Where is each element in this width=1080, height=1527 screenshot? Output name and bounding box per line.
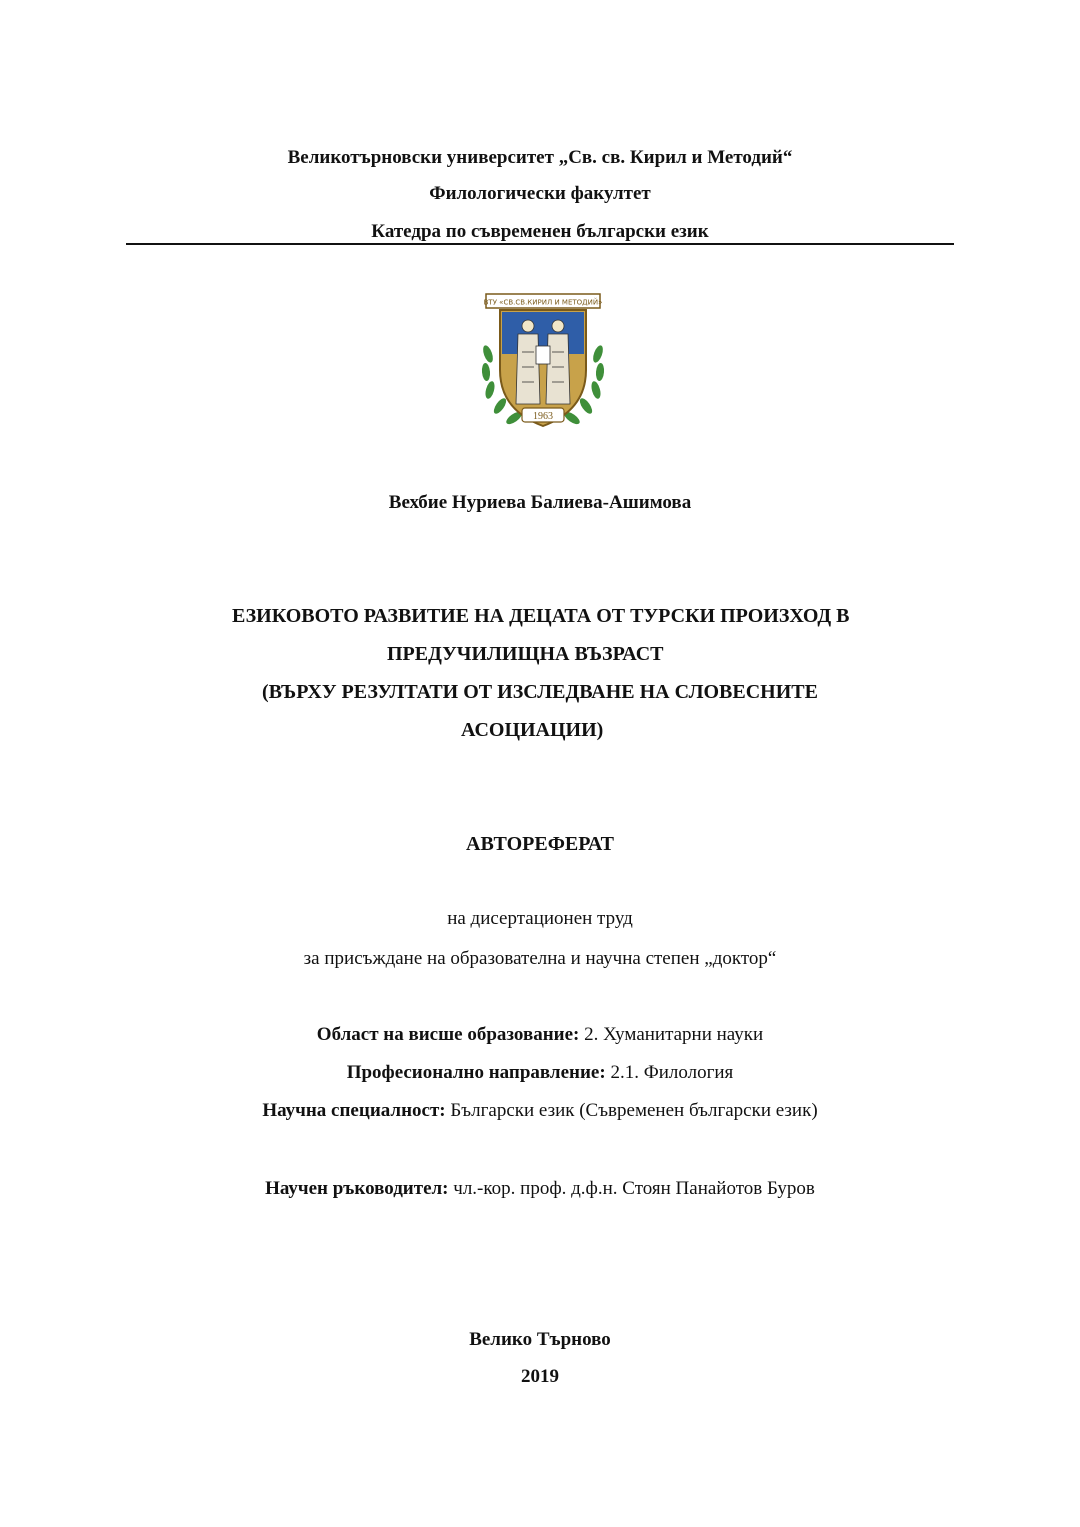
field-direction-value: 2.1. Филология (605, 1062, 734, 1083)
thesis-title-line-1: ЕЗИКОВОТО РАЗВИТИЕ НА ДЕЦАТА ОТ ТУРСКИ ПРОИЗХОД В (232, 605, 850, 627)
author-name: Вехбие Нуриева Балиева-Ашимова (388, 492, 692, 513)
year: 2019 (521, 1366, 559, 1387)
field-specialty-value: Български език (Съвременен български език) (445, 1100, 818, 1121)
university-name: Великотърновски университет „Св. св. Кирил и Методий“ (287, 147, 793, 168)
field-area-value: 2. Хуманитарни науки (579, 1024, 764, 1045)
thesis-title-line-4: АСОЦИАЦИИ) (461, 719, 604, 741)
purpose-line-1: на дисертационен труд (447, 908, 633, 929)
thesis-title-line-2: ПРЕДУЧИЛИЩНА ВЪЗРАСТ (387, 643, 664, 665)
field-specialty (0, 1099, 1080, 1123)
place: Велико Търново (469, 1329, 611, 1350)
field-area (0, 1023, 1080, 1047)
field-supervisor (0, 1177, 1080, 1201)
header-divider (126, 243, 954, 245)
document-type: АВТОРЕФЕРАТ (466, 833, 614, 855)
department-name: Катедра по съвременен български език (371, 221, 709, 242)
crest-banner-text: ВТУ «СВ.СВ.КИРИЛ И МЕТОДИЙ» (483, 298, 603, 307)
field-direction-label: Професионално направление: (346, 1062, 606, 1083)
university-crest-logo (478, 292, 608, 434)
faculty-name: Филологически факултет (429, 183, 651, 204)
purpose-line-2: за присъждане на образователна и научна степен „доктор“ (303, 948, 777, 969)
field-supervisor-label: Научен ръководител: (265, 1178, 449, 1199)
field-supervisor-value: чл.-кор. проф. д.ф.н. Стоян Панайотов Буров (448, 1178, 815, 1199)
thesis-title-line-3: (ВЪРХУ РЕЗУЛТАТИ ОТ ИЗСЛЕДВАНЕ НА СЛОВЕСНИТЕ (262, 681, 818, 703)
field-specialty-label: Научна специалност: (262, 1100, 446, 1121)
field-direction (0, 1061, 1080, 1085)
field-area-label: Област на висше образование: (316, 1024, 580, 1045)
crest-year: 1963 (533, 411, 553, 422)
